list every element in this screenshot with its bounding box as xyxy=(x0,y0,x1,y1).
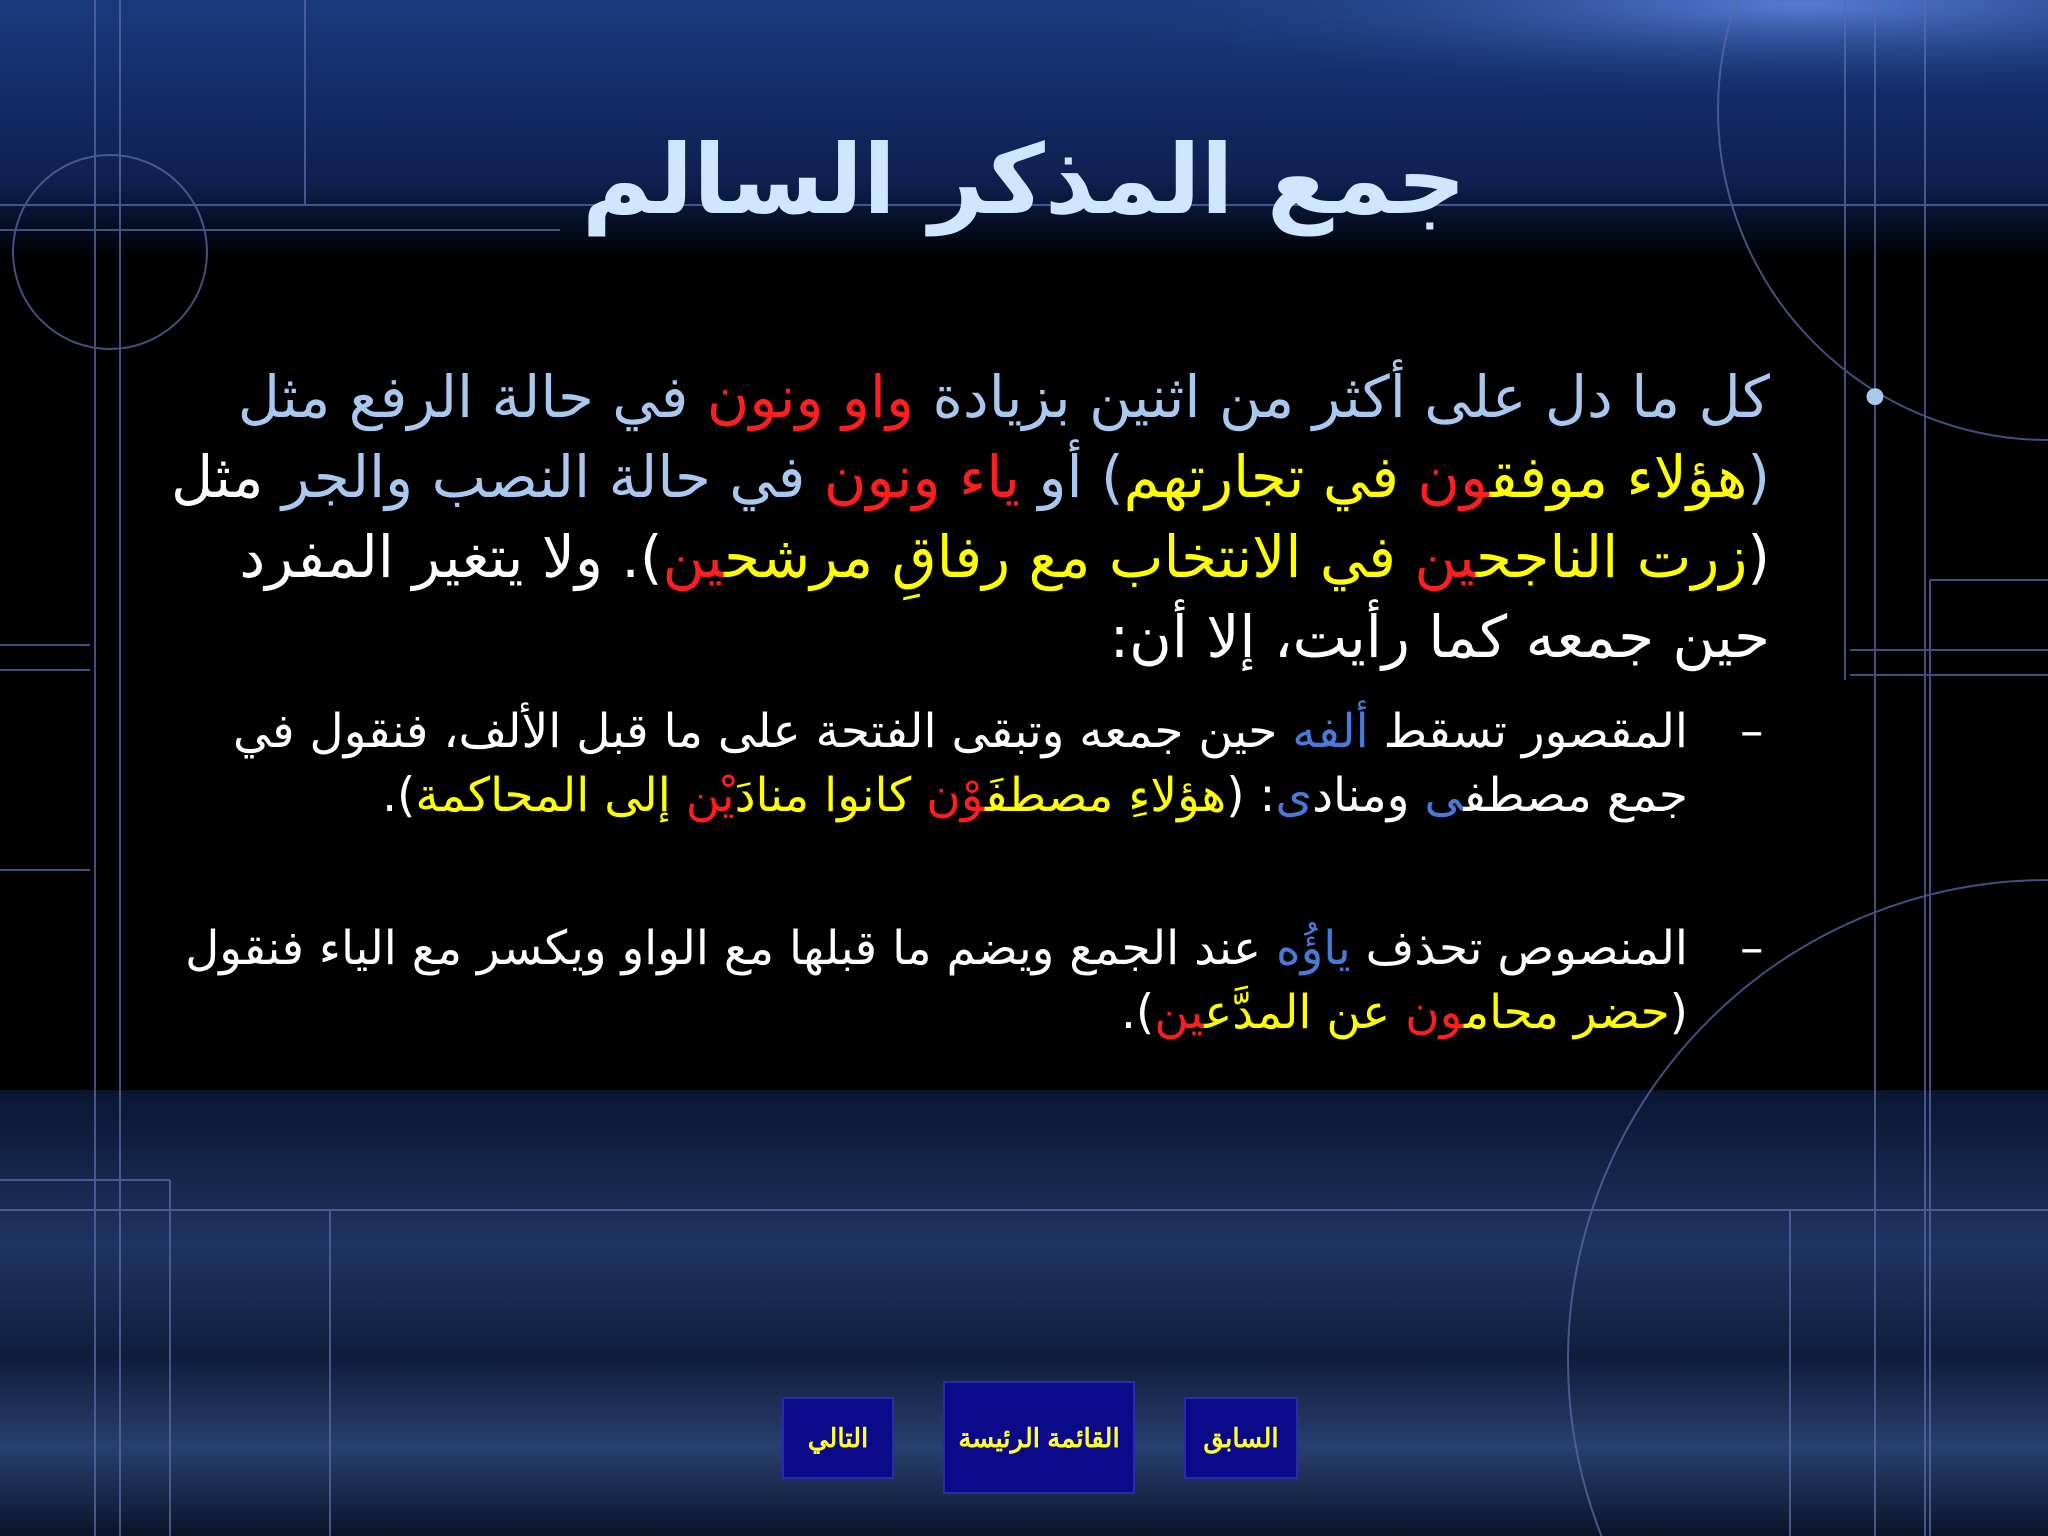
sub-item-manqus xyxy=(170,917,1688,1045)
text-segment: عند الجمع ويضم ما قبلها مع الواو ويكسر مع الياء فنقول ( xyxy=(185,921,1688,1040)
text-segment: عن المدَّع xyxy=(1204,985,1406,1040)
text-segment: في الانتخاب مع رفاقِ مرشح xyxy=(724,523,1415,591)
text-segment: ين xyxy=(1414,523,1477,591)
main-paragraph xyxy=(140,357,1770,677)
slide-title: جمع المذكر السالم xyxy=(581,124,1467,236)
text-segment: يْن xyxy=(685,768,735,823)
previous-button[interactable]: السابق xyxy=(1184,1397,1298,1479)
text-segment: كانوا منادَ xyxy=(734,768,927,823)
sub-item-dash: – xyxy=(1740,704,1764,759)
sub-item-dash: – xyxy=(1740,921,1764,976)
text-segment: هؤلاء موفق xyxy=(1489,443,1748,511)
text-segment: مثل ( xyxy=(170,443,1770,591)
text-segment: هؤلاءِ مصطفَ xyxy=(985,768,1227,823)
text-segment: : ( xyxy=(1226,768,1276,823)
text-segment: حضر محام xyxy=(1463,985,1670,1040)
text-segment: المنصوص تحذف xyxy=(1350,921,1688,976)
text-segment: ) أو xyxy=(1020,443,1124,511)
text-segment: وْن xyxy=(926,768,985,823)
main-menu-button[interactable]: القائمة الرئيسة xyxy=(943,1381,1135,1494)
text-segment: ون xyxy=(1417,443,1490,511)
text-segment: واو ونون xyxy=(706,363,915,431)
text-segment: ياء ونون xyxy=(823,443,1021,511)
text-segment: ومناد xyxy=(1312,768,1425,823)
text-segment: ). xyxy=(1120,985,1155,1040)
text-segment: في حالة النصب والجر xyxy=(263,443,824,511)
text-segment: ون xyxy=(1405,985,1464,1040)
text-segment: ). xyxy=(382,768,416,823)
text-segment: زرت الناجح xyxy=(1476,523,1748,591)
text-segment: حين جمعه وتبقى الفتحة على ما قبل الألف، فنقول في جمع مصطف xyxy=(232,704,1688,823)
sub-item-maqsur xyxy=(170,700,1688,828)
text-segment: ). ولا يتغير المفرد حين جمعه كما رأيت، إلا أن: xyxy=(239,523,1770,671)
next-button[interactable]: التالي xyxy=(782,1397,894,1479)
text-segment: كل ما دل على أكثر من اثنين بزيادة xyxy=(914,363,1770,431)
text-segment: ياؤُه xyxy=(1275,921,1351,976)
text-segment: في تجارتهم xyxy=(1123,443,1418,511)
text-segment: ألفه xyxy=(1292,704,1369,759)
text-segment: المقصور تسقط xyxy=(1368,704,1688,759)
text-segment: ى xyxy=(1424,768,1464,823)
text-segment: إلى المحاكمة xyxy=(415,768,686,823)
text-segment: في حالة الرفع مثل ( xyxy=(237,363,1770,511)
text-segment: ى xyxy=(1275,768,1313,823)
bullet-marker: • xyxy=(1857,364,1893,432)
text-segment: ين xyxy=(1154,985,1205,1040)
text-segment: ين xyxy=(662,523,725,591)
